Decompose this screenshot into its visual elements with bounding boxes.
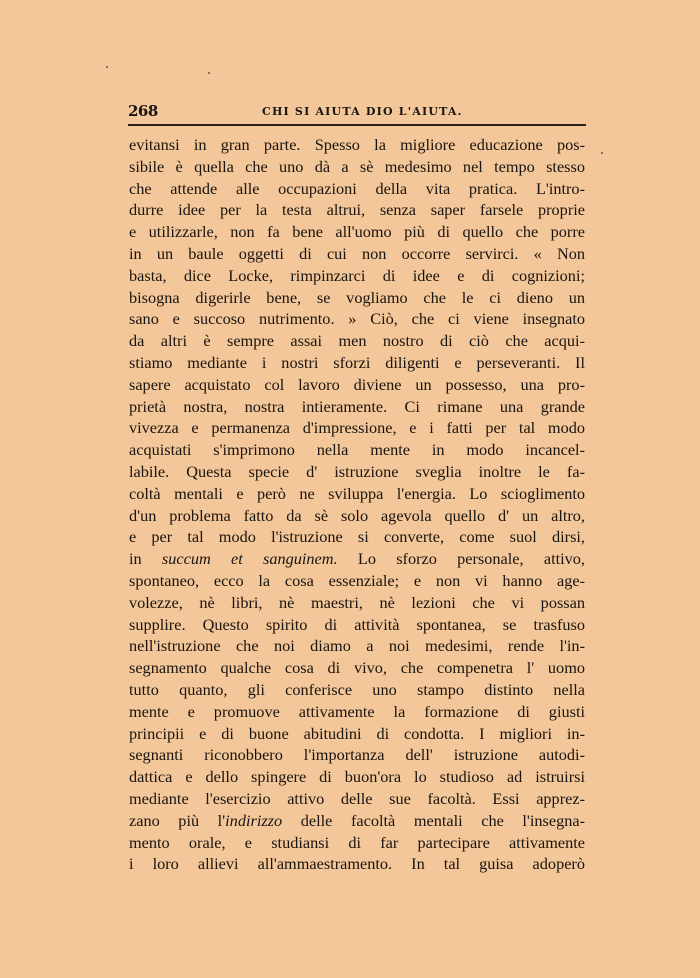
text-line	[129, 744, 585, 766]
text-segment: durre idee per la testa altrui, senza saper farsele proprie	[129, 200, 585, 220]
text-line	[129, 265, 585, 287]
paper-speck	[601, 152, 603, 154]
text-segment: bisogna digerirle bene, se vogliamo che le ci dieno un	[129, 287, 585, 307]
text-line	[129, 439, 585, 461]
text-line	[129, 810, 585, 832]
text-segment: i loro allievi all'ammaestramento. In tal guisa adoperò	[129, 854, 585, 874]
text-line	[129, 483, 585, 505]
text-segment: prietà nostra, nostra intieramente. Ci rimane una grande	[129, 396, 585, 416]
running-title: CHI SI AIUTA DIO L'AIUTA.	[262, 105, 463, 118]
body-text	[129, 134, 587, 875]
text-segment: volezze, nè libri, nè maestri, nè lezioni che vi possan	[129, 592, 585, 612]
text-line	[129, 548, 585, 570]
text-segment: sibile è quella che uno dà a sè medesimo nel tempo stesso	[129, 156, 585, 176]
text-segment: evitansi in gran parte. Spesso la migliore educazione pos-	[129, 135, 585, 154]
text-line	[129, 701, 585, 723]
text-segment: spontaneo, ecco la cosa essenziale; e non vi hanno age-	[129, 570, 585, 590]
text-line	[129, 417, 585, 439]
text-line	[129, 330, 585, 352]
text-line	[129, 679, 585, 701]
text-line	[129, 526, 585, 548]
text-line	[129, 614, 585, 636]
text-segment: segnamento qualche cosa di vivo, che compenetra l' uomo	[129, 658, 585, 678]
text-segment: nell'istruzione che noi diamo a noi medesimi, rende l'in-	[129, 636, 585, 656]
text-line	[129, 396, 585, 418]
text-line	[129, 657, 585, 679]
text-segment: mediante l'esercizio attivo delle sue facoltà. Essi apprez-	[129, 788, 585, 808]
paper-speck	[208, 72, 210, 74]
text-segment: principii e di buone abitudini di condotta. I migliori in-	[129, 723, 585, 743]
text-line	[129, 156, 585, 178]
header-rule	[128, 124, 586, 126]
text-segment: stiamo mediante i nostri sforzi diligenti e perseveranti. Il	[129, 352, 585, 372]
text-segment: mento orale, e studiansi di far partecipare attivamente	[129, 832, 585, 852]
text-line	[129, 788, 585, 810]
text-segment: basta, dice Locke, rimpinzarci di idee e di cognizioni;	[129, 265, 585, 285]
text-line	[129, 570, 585, 592]
italic-text: indirizzo	[225, 810, 283, 830]
text-line	[129, 374, 585, 396]
text-segment: d'un problema fatto da sè solo agevola quello d' un altro,	[129, 505, 585, 525]
text-segment: vivezza e permanenza d'impressione, e i fatti per tal modo	[129, 418, 585, 438]
text-line	[129, 308, 585, 330]
text-line	[129, 723, 585, 745]
text-segment: in un baule oggetti di cui non occorre servirci. « Non	[129, 243, 585, 263]
text-segment: sano e succoso nutrimento. » Ciò, che ci viene insegnato	[129, 309, 585, 329]
paper-speck	[106, 66, 108, 68]
text-segment: da altri è sempre assai men nostro di ciò che acqui-	[129, 331, 585, 351]
italic-text: succum et sanguinem.	[161, 549, 338, 569]
text-segment: coltà mentali e però ne sviluppa l'energia. Lo scioglimento	[129, 483, 585, 503]
text-segment: tutto quanto, gli conferisce uno stampo distinto nella	[129, 679, 585, 699]
text-segment: Lo sforzo personale, attivo,	[337, 549, 585, 569]
text-segment: in	[129, 549, 162, 569]
text-line	[129, 832, 585, 854]
text-segment: sapere acquistato col lavoro diviene un possesso, una pro-	[129, 374, 585, 394]
page-number: 268	[128, 102, 158, 120]
text-line	[129, 199, 585, 221]
text-segment: e utilizzarle, non fa bene all'uomo più di quello che porre	[129, 222, 585, 242]
text-segment: segnanti riconobbero l'importanza dell' istruzione autodi-	[129, 745, 585, 765]
text-line	[129, 287, 585, 309]
text-line	[129, 134, 585, 156]
text-line	[129, 178, 585, 200]
text-line	[129, 221, 585, 243]
text-segment: e per tal modo l'istruzione si converte, come suol dirsi,	[129, 527, 585, 547]
text-line	[129, 461, 585, 483]
text-line	[129, 766, 585, 788]
text-segment: dattica e dello spingere di buon'ora lo studioso ad istruirsi	[129, 767, 585, 787]
text-segment: acquistati s'imprimono nella mente in modo incancel-	[129, 440, 585, 460]
text-line	[129, 243, 585, 265]
page-header	[128, 100, 586, 122]
text-line	[129, 853, 585, 875]
text-segment: zano più l'	[129, 810, 226, 830]
text-segment: mente e promuove attivamente la formazione di giusti	[129, 701, 585, 721]
text-segment: labile. Questa specie d' istruzione sveglia inoltre le fa-	[129, 461, 585, 481]
text-line	[129, 352, 585, 374]
text-segment: che attende alle occupazioni della vita pratica. L'intro-	[129, 178, 585, 198]
text-segment: supplire. Questo spirito di attività spontanea, se trasfuso	[129, 614, 585, 634]
text-line	[129, 635, 585, 657]
text-line	[129, 592, 585, 614]
text-segment: delle facoltà mentali che l'insegna-	[282, 810, 585, 830]
text-line	[129, 505, 585, 527]
